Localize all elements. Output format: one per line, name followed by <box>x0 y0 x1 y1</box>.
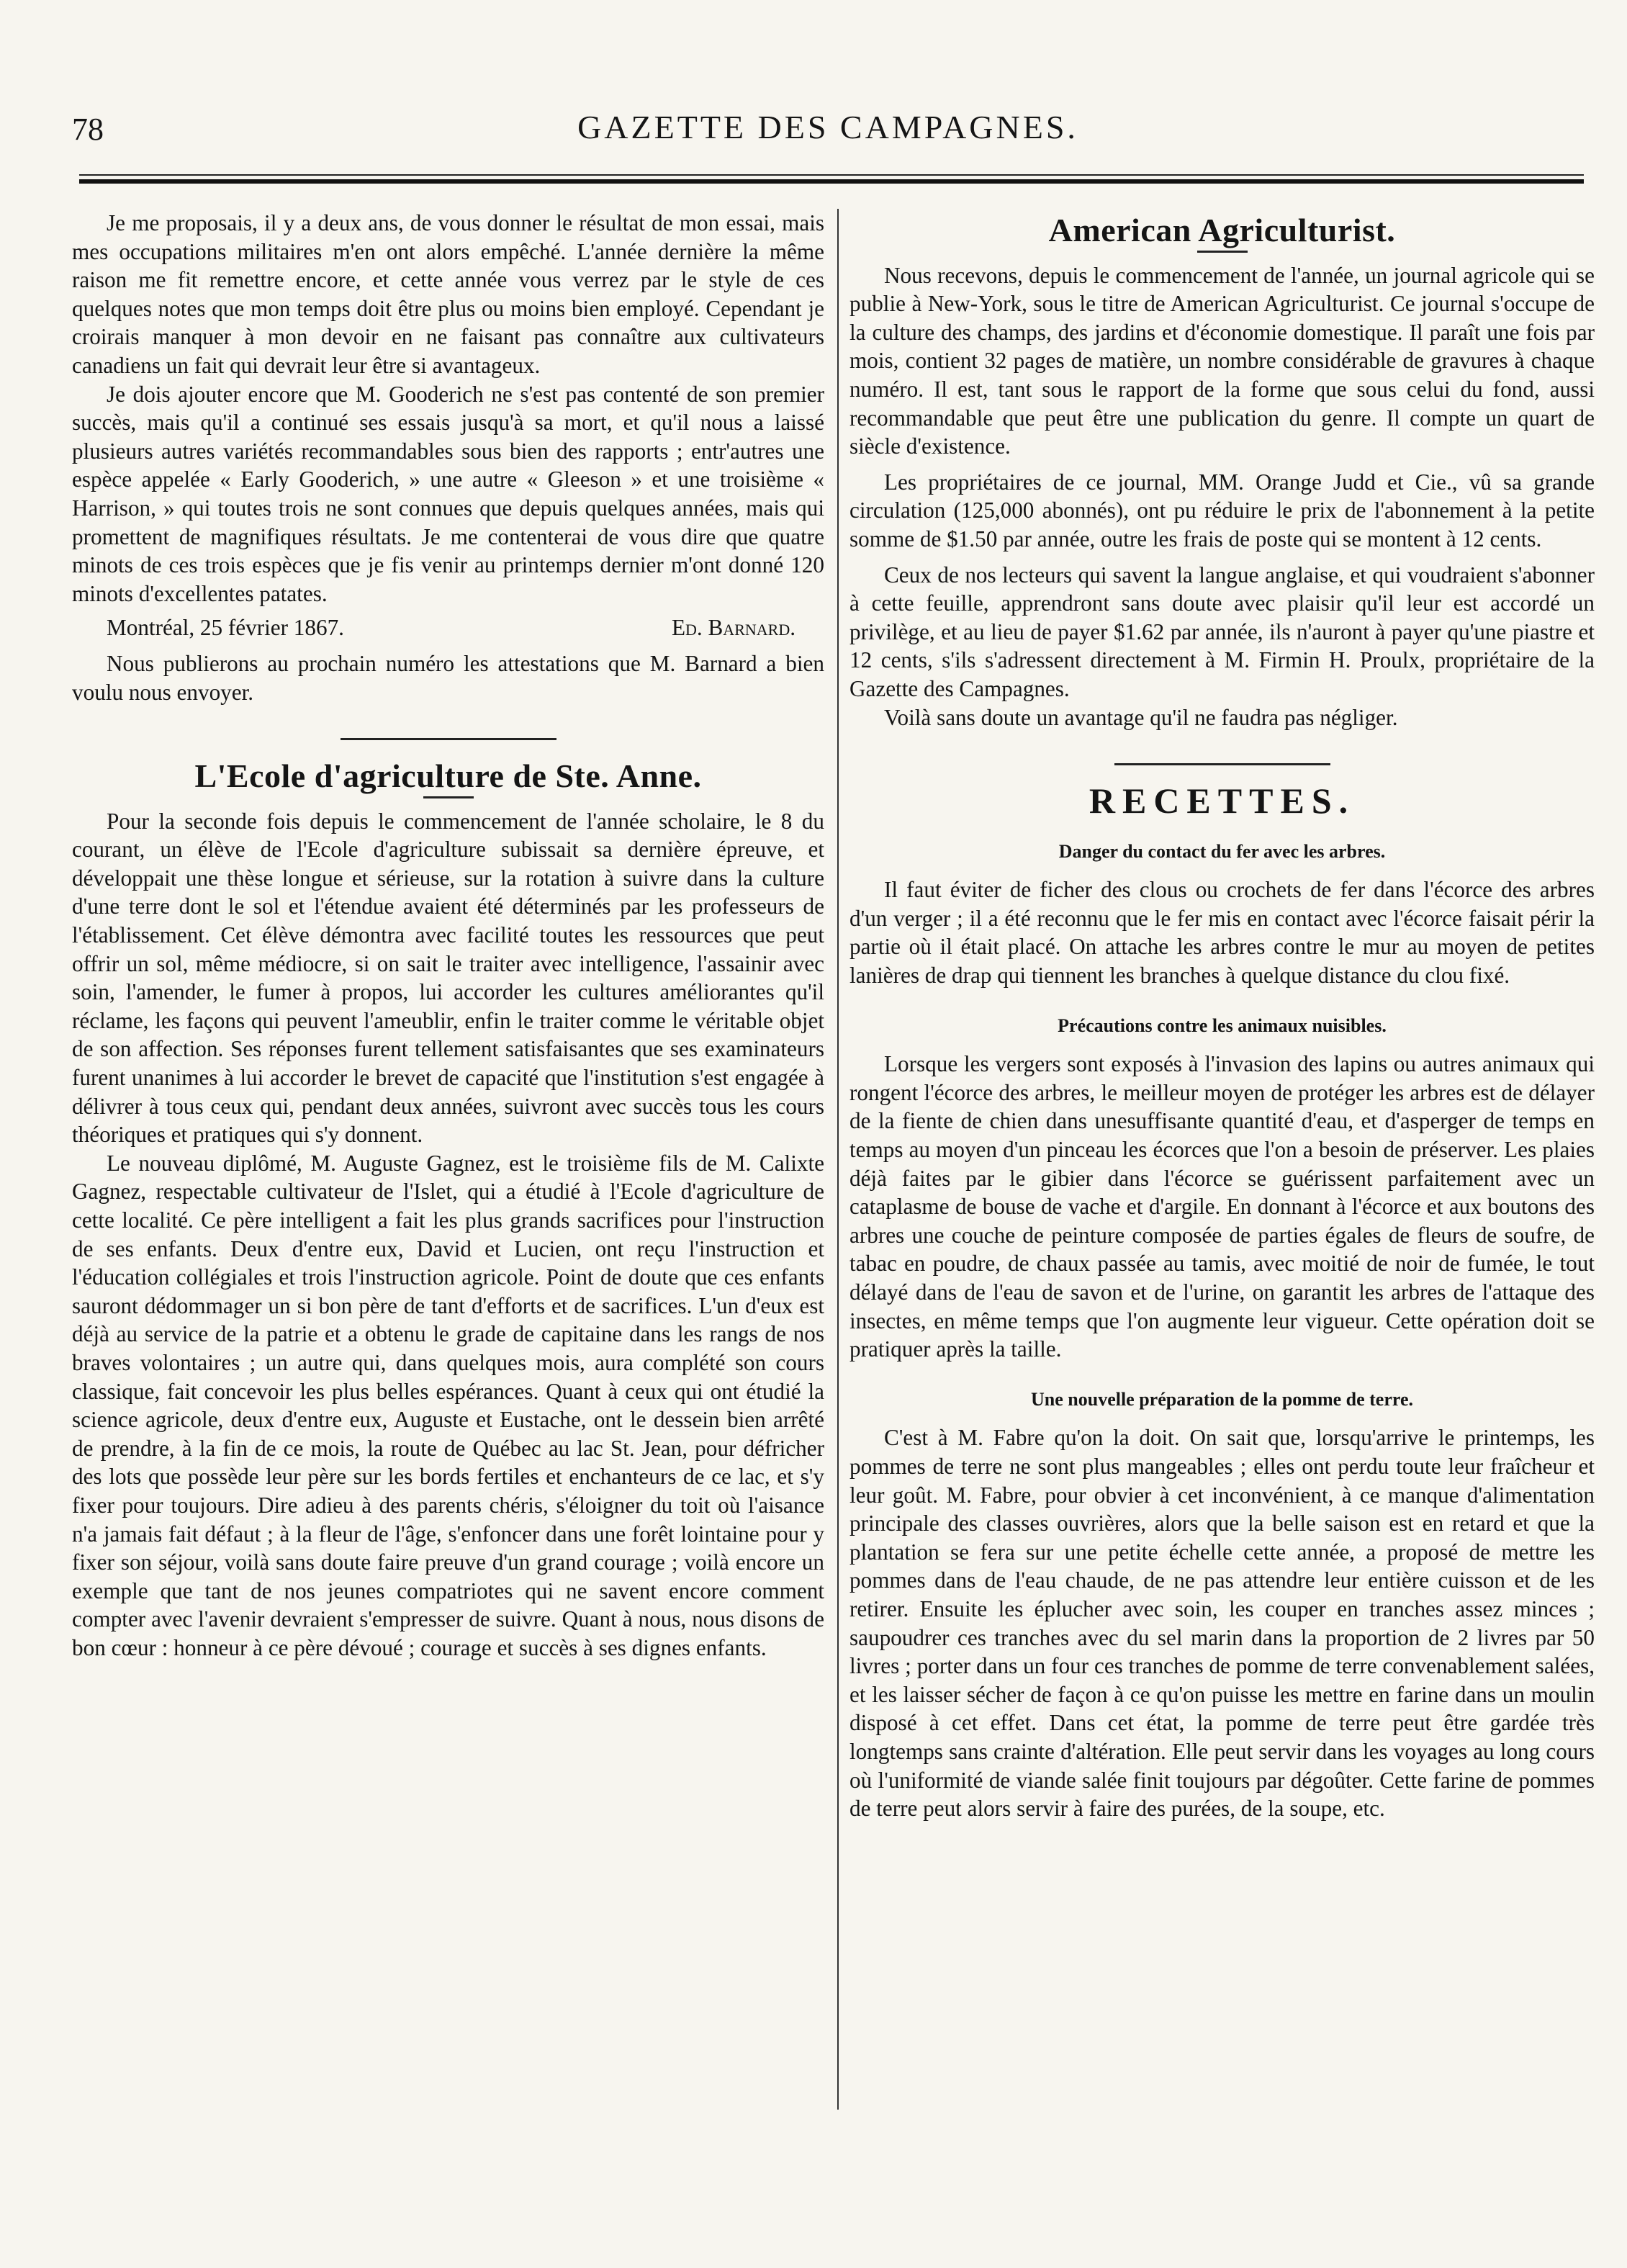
article-paragraph: Il faut éviter de ficher des clous ou crochets de fer dans l'écorce des arbres d'un verger ; il a été reconnu que le fer mis en contact avec l'écorce faisait périr la partie où il était placé. On attache les arbres contre le mur au moyen de petites lanières de drap qui tiennent les branches à quelque distance du clou fixé. <box>849 877 1595 989</box>
article-paragraph: Les propriétaires de ce journal, MM. Orange Judd et Cie., vû sa grande circulation (125,000 abonnés), ont pu réduire le prix de l'abonnement à la petite somme de $1.50 par année, outre les frais de poste qui se montent à 12 cents. <box>849 469 1595 552</box>
ornamental-divider <box>341 738 556 740</box>
left-column <box>72 209 824 1662</box>
article-paragraph: Lorsque les vergers sont exposés à l'invasion des lapins ou autres animaux qui rongent l'écorce des arbres, le meilleur moyen de protéger les arbres est de délayer de la fiente de chien dans unesuffisante quantité d'eau, et d'asperger de temps en temps au moyen d'un pinceau les écorces que l'on a besoin de préserver. Les plaies déjà faites par le gibier dans l'écorce se guérissent parfaitement avec un cataplasme de bouse de vache et d'argile. En donnant à l'écorce et aux boutons des arbres une couche de peinture composée de parties égales de fleurs de soufre, de tabac en poudre, de chaux passée au tamis, avec moitié de noir de fumée, le tout délayé dans de l'eau de savon et de l'urine, on garantit les arbres de l'attaque des insectes, en même temps que l'on augmente leur vigueur. Cette opération doit se pratiquer après la taille. <box>849 1051 1595 1362</box>
article-paragraph: Voilà sans doute un avantage qu'il ne faudra pas négliger. <box>884 704 1398 730</box>
recipe-subheading: Précautions contre les animaux nuisibles. <box>1058 1014 1387 1036</box>
ornamental-divider <box>1114 763 1330 765</box>
article-paragraph: Nous recevons, depuis le commencement de l'année, un journal agricole qui se publie à New-York, sous le titre de American Agriculturist. Ce journal s'occupe de la culture des champs, des jardins et d'économie domestique. Il paraît une fois par mois, contient 32 pages de matière, un nombre considérable de gravures à chaque numéro. Il est, tant sous le rapport de la forme que sous celui du fond, aussi recommandable que peut être une publication du genre. Il compte un quart de siècle d'existence. <box>849 262 1595 459</box>
section-title: American Agriculturist. <box>1048 212 1396 248</box>
article-paragraph: Le nouveau diplômé, M. Auguste Gagnez, est le troisième fils de M. Calixte Gagnez, respectable cultivateur de l'Islet, qui a étudié à l'Ecole d'agriculture de cette localité. Ce père intelligent a fait les plus grands sacrifices pour l'instruction de ses enfants. Deux d'entre eux, David et Lucien, ont reçu l'instruction et l'éducation collégiales et trois l'instruction agricole. Point de doute que ces enfants sauront dédommager un si bon père de tant d'efforts et de sacrifices. L'un d'eux est déjà au service de la patrie et a obtenu le grade de capitaine dans les rangs de nos braves volontaires ; un autre qui, dans quelques mois, aura complété son cours classique, fait concevoir les plus belles espérances. Quant à ceux qui ont étudié la science agricole, deux d'entre eux, Auguste et Eustache, ont le dessein bien arrêté de prendre, à la fin de ce mois, la route de Québec au lac St. Jean, pour défricher des lots que possède leur père sur les bords fertiles et enchanteurs de ce lac, et s'y fixer pour toujours. Dire adieu à des parents chéris, s'éloigner du toit où l'aisance n'a jamais fait défaut ; à la fleur de l'âge, s'enfoncer dans une forêt lointaine pour y fixer son séjour, voilà sans doute faire preuve d'un grand courage ; voilà encore un exemple que tant de nos jeunes compatriotes qui ne savent encore comment compter avec l'avenir devraient s'empresser de suivre. Quant à nous, nous disons de bon cœur : honneur à ce père dévoué ; courage et succès à ses dignes enfants. <box>72 1150 824 1660</box>
article-paragraph: Pour la seconde fois depuis le commencement de l'année scholaire, le 8 du courant, un élève de l'Ecole d'agriculture subissait sa dernière épreuve, et développait une thèse longue et sérieuse, sur la rotation à suivre dans la culture d'une terre dont le sol et l'étendue avaient été déterminés par les professeurs de l'établissement. Cet élève démontra avec facilité toutes les ressources que peut offrir un sol, même médiocre, si on sait le traiter avec intelligence, l'assainir avec soin, l'amender, le fumer à propos, lui accorder les cultures améliorantes qu'il réclame, les façons qui peuvent l'ameublir, enfin le traiter comme le véritable objet de son affection. Ses réponses furent tellement satisfaisantes que ses examinateurs furent unanimes à lui accorder le brevet de capacité que l'institution s'est engagée à délivrer à tous ceux qui, pendant deux années, suivront avec succès tous les cours théoriques et pratiques qui s'y donnent. <box>72 808 824 1148</box>
signature-line <box>72 613 824 642</box>
signature-place-date: Montréal, 25 février 1867. <box>107 615 344 641</box>
recipe-subheading: Une nouvelle préparation de la pomme de terre. <box>1031 1388 1413 1410</box>
title-dash <box>423 796 474 798</box>
title-dash <box>1197 251 1248 253</box>
header-rule-thick <box>79 179 1584 184</box>
column-divider <box>837 209 839 2110</box>
article-paragraph: C'est à M. Fabre qu'on la doit. On sait que, lorsqu'arrive le printemps, les pommes de terre ne sont plus mangeables ; elles ont perdu toute leur fraîcheur et leur goût. M. Fabre, pour obvier à cet inconvénient, à ce manque d'alimentation principale des classes ouvrières, alors que la belle saison est en retard et que la plantation se fera sur une petite échelle cette année, a proposé de mettre les pommes dans de l'eau chaude, de ne pas attendre leur entière cuisson et de les retirer. Ensuite les éplucher avec soin, les couper en tranches assez minces ; saupoudrer ces tranches avec du sel marin dans la proportion de 2 livres par 50 livres ; porter dans un four ces tranches de pomme de terre convenablement salées, et les laisser sécher de façon à ce qu'on puisse les mettre en farine dans un moulin disposé à cet effet. Dans cet état, la pomme de terre peut être gardée très longtemps sans crainte d'altération. Elle peut servir dans les voyages au long cours où l'uniformité de viande salée finit toujours par dégoûter. Cette farine de pommes de terre peut alors servir à faire des purées, de la soupe, etc. <box>849 1425 1595 1822</box>
article-paragraph: Je dois ajouter encore que M. Gooderich ne s'est pas contenté de son premier succès, mais qu'il a continué ses essais jusqu'à sa mort, et qu'il nous a laissé plusieurs autres variétés recommandables sous bien des rapports ; entr'autres une espèce appelée « Early Gooderich, » une autre « Gleeson » et une troisième « Harrison, » qui toutes trois ne sont connues que depuis quelques années, mais qui promettent de magnifiques résultats. Je me contenterai de vous dire que quatre minots de ces trois espèces que je fis venir au printemps dernier m'ont donné 120 minots d'excellentes patates. <box>72 381 824 606</box>
recipe-subheading: Danger du contact du fer avec les arbres. <box>1058 840 1386 862</box>
article-paragraph: Ceux de nos lecteurs qui savent la langue anglaise, et qui voudraient s'abonner à cette feuille, apprendront sans doute avec plaisir qu'il leur est accordé un privilège, et au lieu de payer $1.62 par année, ils n'auront à payer qu'une piastre et 12 cents, s'ils s'adressent directement à M. Firmin H. Proulx, propriétaire de la Gazette des Campagnes. <box>849 562 1595 701</box>
section-title: L'Ecole d'agriculture de Ste. Anne. <box>194 757 702 795</box>
article-paragraph: Nous publierons au prochain numéro les attestations que M. Barnard a bien voulu nous envoyer. <box>72 650 824 705</box>
page-header <box>72 108 1584 151</box>
right-column <box>849 209 1595 1823</box>
masthead-title: GAZETTE DES CAMPAGNES. <box>577 109 1078 145</box>
signature-name: Ed. Barnard. <box>671 615 796 641</box>
section-title: RECETTES. <box>1089 780 1356 822</box>
header-rule-thin <box>79 174 1584 176</box>
page-number: 78 <box>72 112 104 147</box>
article-paragraph: Je me proposais, il y a deux ans, de vous donner le résultat de mon essai, mais mes occupations militaires m'en ont alors empêché. L'année dernière la même raison me fit remettre encore, et cette année vous verrez par le style de ces quelques notes que mon temps doit être plus ou moins bien employé. Cependant je croirais manquer à mon devoir en ne faisant pas connaître aux cultivateurs canadiens un fait qui devrait leur être si avantageux. <box>72 210 824 378</box>
